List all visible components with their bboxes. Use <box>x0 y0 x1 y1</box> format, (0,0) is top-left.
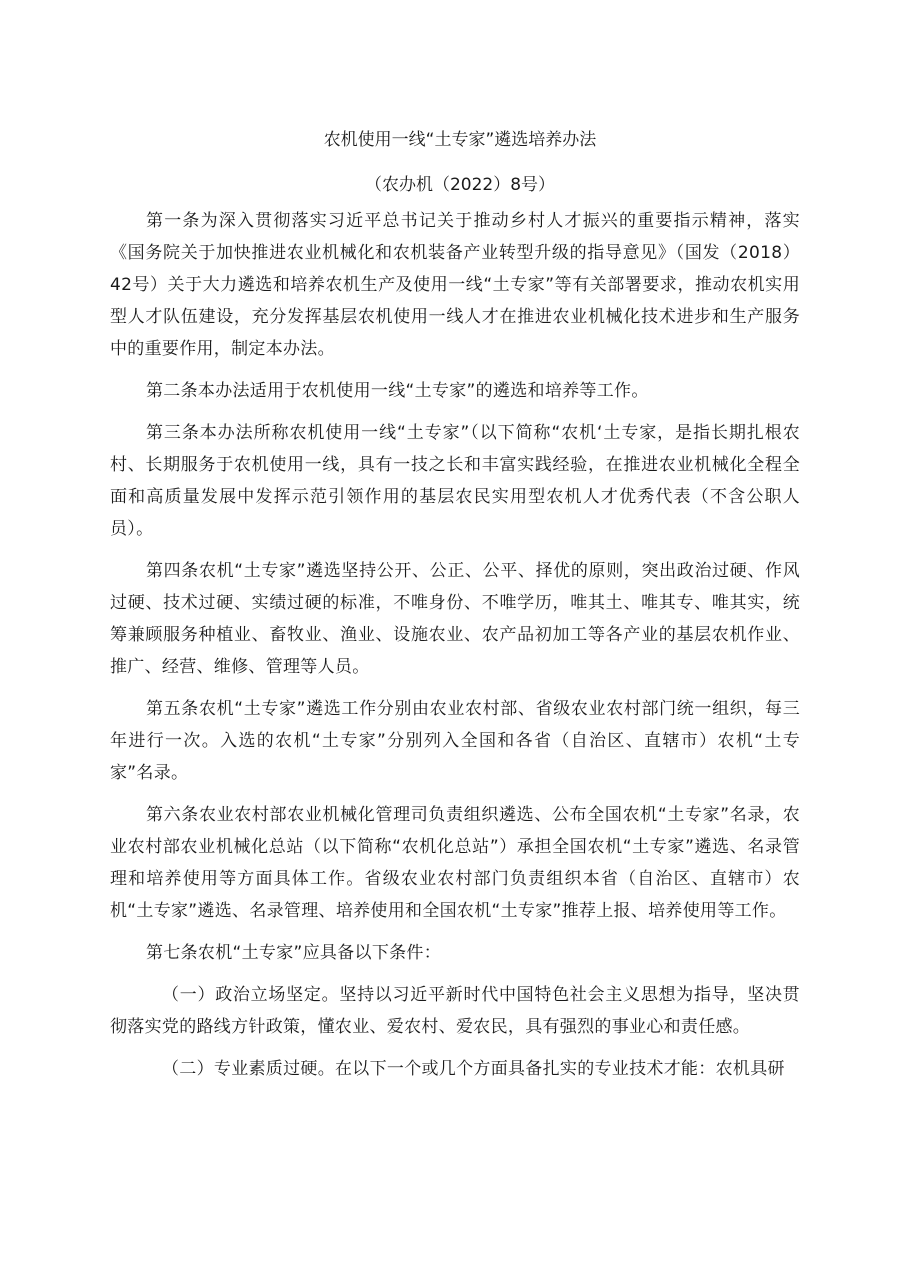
article-6: 第六条农业农村部农业机械化管理司负责组织遴选、公布全国农机“土专家”名录，农业农村部农业机械化总站（以下简称“农机化总站”）承担全国农机“土专家”遴选、名录管理和培养使用等方面具体工作。省级农业农村部门负责组织本省（自治区、直辖市）农机“土专家”遴选、名录管理、培养使用和全国农机“土专家”推荐上报、培养使用等工作。 <box>110 805 800 921</box>
article-7-item-1: （一）政治立场坚定。坚持以习近平新时代中国特色社会主义思想为指导，坚决贯彻落实党的路线方针政策，懂农业、爱农村、爱农民，具有强烈的事业心和责任感。 <box>110 985 800 1037</box>
document-number: （农办机（2022）8号） <box>364 175 556 195</box>
article-2: 第二条本办法适用于农机使用一线“土专家”的遴选和培养等工作。 <box>146 381 649 401</box>
article-4: 第四条农机“土专家”遴选坚持公开、公正、公平、择优的原则，突出政治过硬、作风过硬、技术过硬、实绩过硬的标准，不唯身份、不唯学历，唯其土、唯其专、唯其实，统筹兼顾服务种植业、畜牧业、渔业、设施农业、农产品初加工等各产业的基层农机作业、推广、经营、维修、管理等人员。 <box>110 561 800 677</box>
document-body <box>110 205 800 1095</box>
article-3: 第三条本办法所称农机使用一线“土专家”（以下简称“农机‘土专家，是指长期扎根农村、长期服务于农机使用一线，具有一技之长和丰富实践经验，在推进农业机械化全程全面和高质量发展中发挥示范引领作用的基层农民实用型农机人才优秀代表（不含公职人员）。 <box>110 423 800 539</box>
article-5: 第五条农机“土专家”遴选工作分别由农业农村部、省级农业农村部门统一组织，每三年进行一次。入选的农机“土专家”分别列入全国和各省（自治区、直辖市）农机“土专家”名录。 <box>110 699 800 783</box>
article-7: 第七条农机“土专家”应具备以下条件： <box>146 943 442 963</box>
article-1: 第一条为深入贯彻落实习近平总书记关于推动乡村人才振兴的重要指示精神，落实《国务院关于加快推进农业机械化和农机装备产业转型升级的指导意见》（国发（2018）42号）关于大力遴选和培养农机生产及使用一线“土专家”等有关部署要求，推动农机实用型人才队伍建设，充分发挥基层农机使用一线人才在推进农业机械化技术进步和生产服务中的重要作用，制定本办法。 <box>110 211 800 359</box>
document-title: 农机使用一线“土专家”遴选培养办法 <box>323 130 597 150</box>
article-7-item-2: （二）专业素质过硬。在以下一个或几个方面具备扎实的专业技术才能：农机具研 <box>162 1059 785 1079</box>
